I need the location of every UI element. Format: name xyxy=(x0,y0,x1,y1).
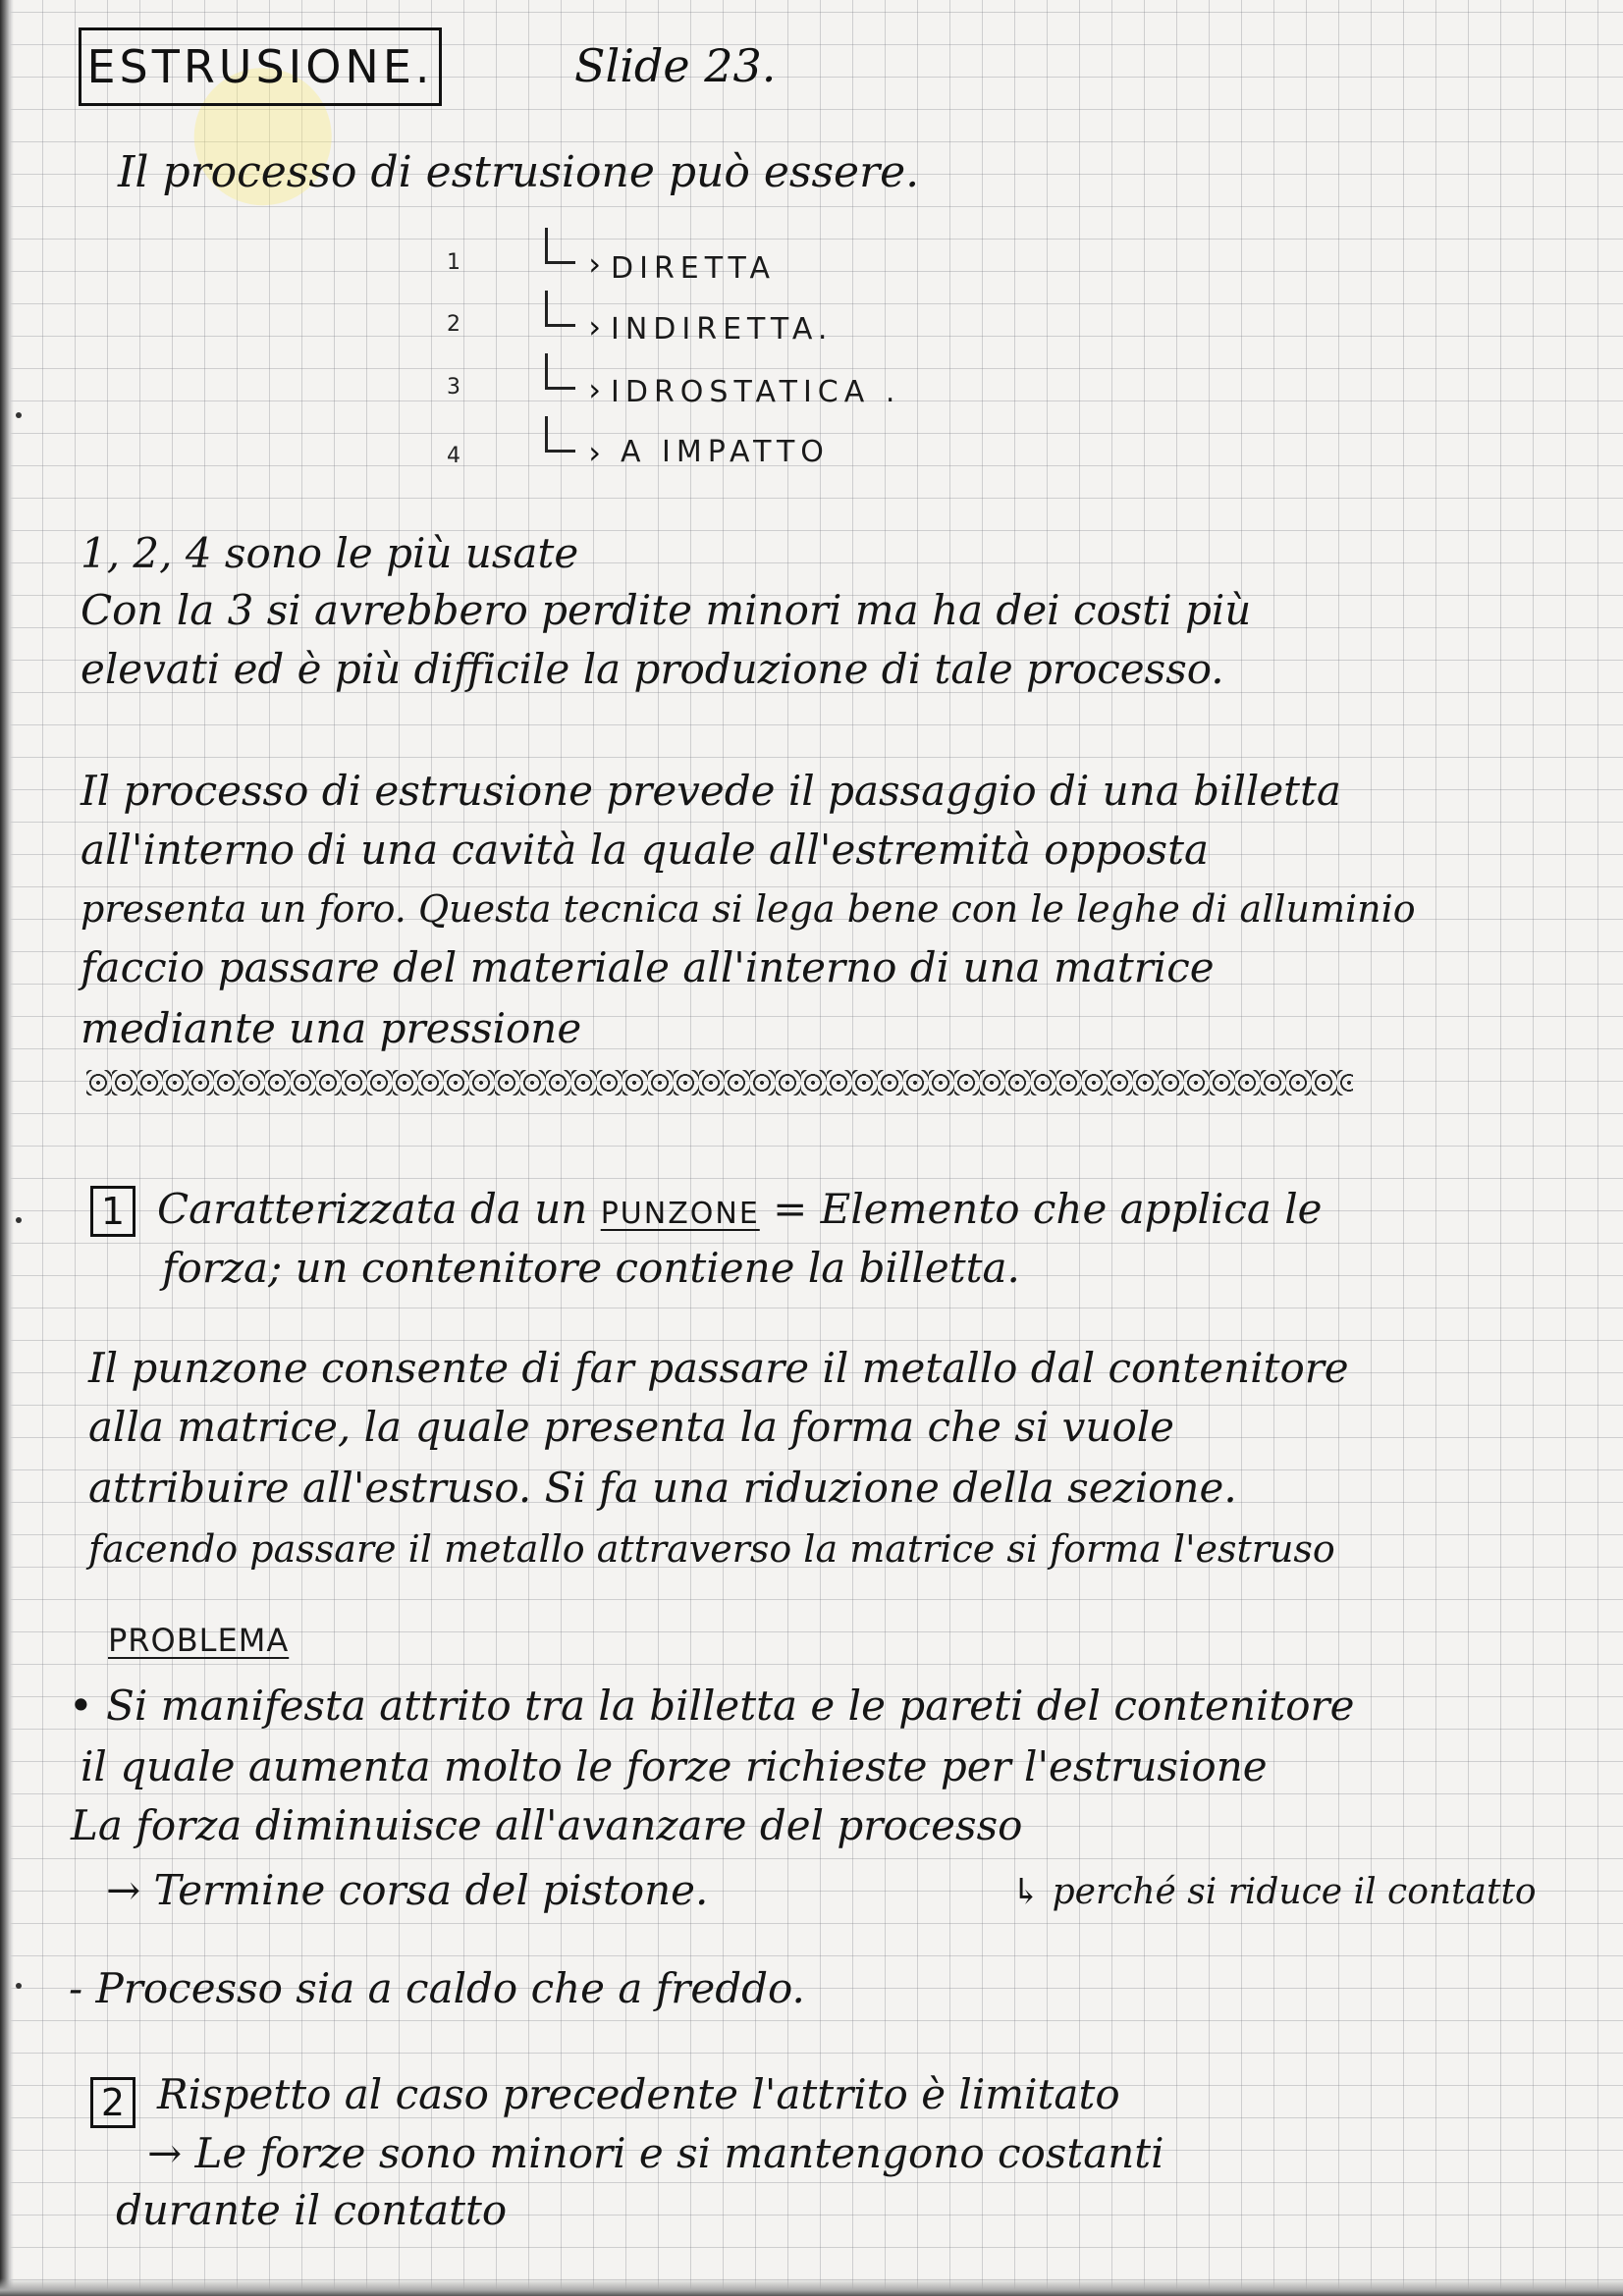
page-left-edge xyxy=(0,0,14,2296)
list-item-number: 3 xyxy=(447,375,460,400)
page-title: ESTRUSIONE. xyxy=(79,27,442,106)
section1-body-line: facendo passare il metallo attraverso la matrice si forma l'estruso xyxy=(88,1527,1335,1571)
section1-body-line: Il punzone consente di far passare il metallo dal contenitore xyxy=(88,1344,1349,1392)
section2-line: durante il contatto xyxy=(116,2186,508,2234)
binder-hole xyxy=(16,1217,22,1223)
section1-line-end: = Elemento che applica le xyxy=(759,1185,1323,1233)
bracket-arrow-icon xyxy=(545,228,575,264)
description-line: mediante una pressione xyxy=(81,1004,582,1052)
description-line: faccio passare del materiale all'interno di una matrice xyxy=(81,943,1215,991)
list-item: INDIRETTA. xyxy=(611,312,834,347)
bracket-arrow-icon xyxy=(545,416,575,453)
usage-line: Con la 3 si avrebbero perdite minori ma ha dei costi più xyxy=(81,586,1252,634)
section-number-box: 2 xyxy=(90,2077,135,2128)
usage-line: 1, 2, 4 sono le più usate xyxy=(81,529,579,577)
page-bottom-edge xyxy=(0,2278,1623,2296)
crossed-out-text xyxy=(86,1070,1353,1095)
problem-heading: PROBLEMA xyxy=(108,1622,290,1659)
description-line: all'interno di una cavità la quale all'estremità opposta xyxy=(81,826,1210,874)
problem-line: il quale aumenta molto le forze richieste per l'estrusione xyxy=(81,1742,1268,1790)
description-line: Il processo di estrusione prevede il passaggio di una billetta xyxy=(81,767,1341,815)
problem-arrow-note: ↳ perché si riduce il contatto xyxy=(1011,1872,1537,1912)
section1-body-line: alla matrice, la quale presenta la forma che si vuole xyxy=(88,1403,1175,1451)
usage-line: elevati ed è più difficile la produzione di tale processo. xyxy=(81,645,1224,693)
section-number-box: 1 xyxy=(90,1186,135,1237)
list-item: DIRETTA xyxy=(611,251,777,286)
description-line: presenta un foro. Questa tecnica si lega bene con le leghe di alluminio xyxy=(81,887,1416,931)
list-item: A IMPATTO xyxy=(621,435,830,469)
list-item-number: 1 xyxy=(447,250,460,275)
process-temperature-line: - Processo sia a caldo che a freddo. xyxy=(69,1964,805,2012)
bracket-arrow-icon xyxy=(545,291,575,327)
punzone-term: PUNZONE xyxy=(600,1197,760,1231)
list-item-number: 4 xyxy=(447,444,460,468)
bracket-arrow-icon xyxy=(545,353,575,390)
section1-line xyxy=(157,1184,1323,1240)
section1-body-line: attribuire all'estruso. Si fa una riduzione della sezione. xyxy=(88,1464,1237,1512)
section1-line-start: Caratterizzata da un xyxy=(157,1185,601,1233)
binder-hole xyxy=(16,1983,22,1989)
section2-line: → Le forze sono minori e si mantengono costanti xyxy=(147,2129,1164,2177)
list-item-number: 2 xyxy=(447,312,460,337)
binder-hole xyxy=(16,412,22,418)
slide-reference: Slide 23. xyxy=(574,39,777,92)
section1-line: forza; un contenitore contiene la billetta. xyxy=(162,1244,1020,1292)
problem-arrow-line: → Termine corsa del pistone. xyxy=(106,1866,709,1914)
problem-line: • Si manifesta attrito tra la billetta e le pareti del contenitore xyxy=(69,1682,1355,1730)
section2-line: Rispetto al caso precedente l'attrito è limitato xyxy=(157,2070,1120,2118)
intro-line: Il processo di estrusione può essere. xyxy=(118,147,920,197)
list-item: IDROSTATICA . xyxy=(611,375,901,409)
problem-line: La forza diminuisce all'avanzare del processo xyxy=(71,1801,1023,1849)
